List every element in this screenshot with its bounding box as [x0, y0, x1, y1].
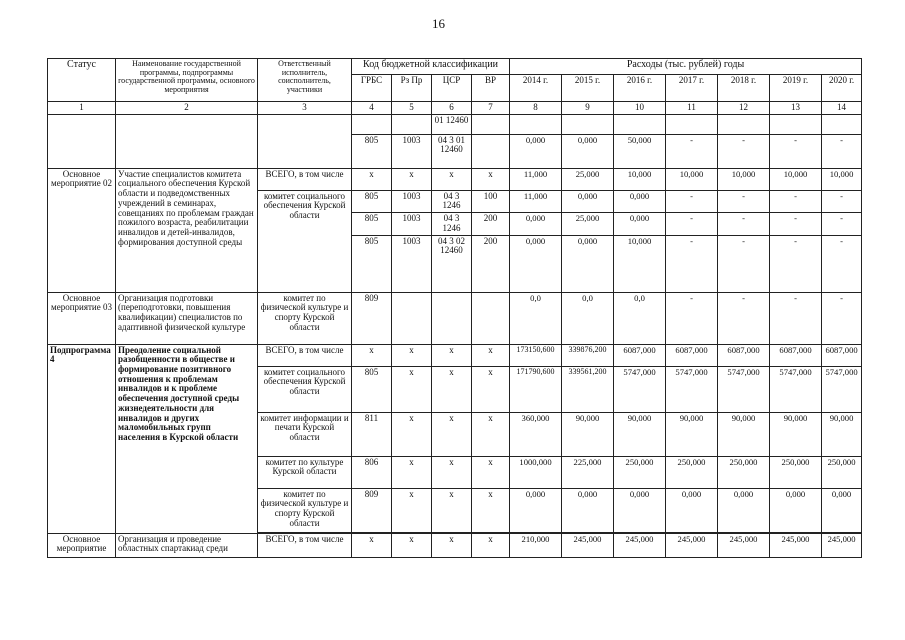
value-cell: 6087,000 — [718, 344, 770, 366]
value-cell: 250,000 — [718, 456, 770, 488]
rzpr-cell: x — [392, 412, 432, 456]
header-year-2014: 2014 г. — [510, 75, 562, 102]
value-cell: 210,000 — [510, 533, 562, 557]
value-cell: 225,000 — [562, 456, 614, 488]
col-number: 6 — [432, 102, 472, 115]
grbs-cell: 805 — [352, 190, 392, 212]
value-cell: 90,000 — [822, 412, 862, 456]
header-grbs: ГРБС — [352, 75, 392, 102]
value-cell: - — [666, 213, 718, 235]
value-cell — [562, 114, 614, 134]
grbs-cell: 809 — [352, 488, 392, 532]
value-cell: 245,000 — [822, 533, 862, 557]
value-cell: 0,000 — [822, 488, 862, 532]
executor-cell: комитет по культуре Курской области — [258, 456, 352, 488]
value-cell: 0,000 — [562, 235, 614, 292]
table-row — [48, 344, 862, 366]
rzpr-cell — [392, 114, 432, 134]
value-cell — [822, 114, 862, 134]
value-cell: - — [718, 292, 770, 344]
col-number: 13 — [770, 102, 822, 115]
value-cell: 0,000 — [614, 213, 666, 235]
value-cell: 173150,600 — [510, 344, 562, 366]
vr-cell: x — [472, 168, 510, 190]
value-cell: - — [770, 292, 822, 344]
grbs-cell: 805 — [352, 235, 392, 292]
grbs-cell: x — [352, 168, 392, 190]
status-cell: Основное мероприятие 02 — [48, 168, 116, 292]
rzpr-cell: 1003 — [392, 134, 432, 168]
value-cell: 10,000 — [614, 168, 666, 190]
value-cell: 50,000 — [614, 134, 666, 168]
table-row — [48, 114, 862, 134]
value-cell: 0,000 — [666, 488, 718, 532]
rzpr-cell: x — [392, 344, 432, 366]
page-number: 16 — [432, 16, 445, 31]
grbs-cell: 811 — [352, 412, 392, 456]
value-cell: 90,000 — [718, 412, 770, 456]
value-cell: 5747,000 — [770, 366, 822, 412]
rzpr-cell — [392, 292, 432, 344]
header-year-2019: 2019 г. — [770, 75, 822, 102]
value-cell: 6087,000 — [614, 344, 666, 366]
value-cell: 0,000 — [510, 134, 562, 168]
value-cell: 10,000 — [822, 168, 862, 190]
col-number: 14 — [822, 102, 862, 115]
col-number: 8 — [510, 102, 562, 115]
csr-cell: x — [432, 456, 472, 488]
col-number: 5 — [392, 102, 432, 115]
value-cell: - — [666, 235, 718, 292]
header-year-2020: 2020 г. — [822, 75, 862, 102]
name-cell: Организация подготовки (переподготовки, повышения квалификации) специалистов по адаптивной физической культуре — [116, 292, 258, 344]
vr-cell: x — [472, 412, 510, 456]
value-cell: 0,000 — [562, 488, 614, 532]
value-cell: 245,000 — [770, 533, 822, 557]
name-cell — [116, 114, 258, 168]
value-cell: - — [822, 190, 862, 212]
value-cell: - — [666, 292, 718, 344]
col-number: 10 — [614, 102, 666, 115]
header-name: Наименование государственной программы, подпрограммы государственной программы, основного мероприятия — [116, 59, 258, 102]
value-cell — [770, 114, 822, 134]
executor-cell — [258, 114, 352, 168]
grbs-cell: 805 — [352, 134, 392, 168]
header-year-2017: 2017 г. — [666, 75, 718, 102]
value-cell: 360,000 — [510, 412, 562, 456]
header-year-2016: 2016 г. — [614, 75, 666, 102]
value-cell: 90,000 — [614, 412, 666, 456]
value-cell: 10,000 — [770, 168, 822, 190]
column-numbers-row — [48, 102, 862, 115]
value-cell: 6087,000 — [822, 344, 862, 366]
table-row — [48, 168, 862, 190]
value-cell — [614, 114, 666, 134]
col-number: 12 — [718, 102, 770, 115]
header-rzpr: Рз Пр — [392, 75, 432, 102]
value-cell: - — [822, 235, 862, 292]
value-cell — [666, 114, 718, 134]
value-cell: 0,000 — [562, 134, 614, 168]
name-cell: Организация и проведение областных спартакиад среди — [116, 533, 258, 557]
name-cell: Преодоление социальной разобщенности в обществе и формирование позитивного отношения к проблемам инвалидов и к проблеме обеспечения доступной среды жизнедеятельности для инвалидов и других маломобильных групп населения в Курской области — [116, 344, 258, 533]
col-number: 11 — [666, 102, 718, 115]
value-cell: 245,000 — [666, 533, 718, 557]
value-cell: 10,000 — [614, 235, 666, 292]
value-cell: 245,000 — [614, 533, 666, 557]
value-cell: 0,000 — [614, 488, 666, 532]
col-number: 4 — [352, 102, 392, 115]
value-cell — [718, 114, 770, 134]
rzpr-cell: 1003 — [392, 235, 432, 292]
executor-cell: комитет по физической культуре и спорту Курской области — [258, 488, 352, 532]
executor-cell: комитет социального обеспечения Курской области — [258, 366, 352, 412]
vr-cell — [472, 134, 510, 168]
col-number: 7 — [472, 102, 510, 115]
vr-cell: 200 — [472, 213, 510, 235]
col-number: 2 — [116, 102, 258, 115]
value-cell: - — [718, 134, 770, 168]
header-year-2015: 2015 г. — [562, 75, 614, 102]
grbs-cell — [352, 114, 392, 134]
csr-cell: 01 12460 — [432, 114, 472, 134]
table-row — [48, 533, 862, 557]
value-cell: - — [770, 134, 822, 168]
value-cell: 10,000 — [666, 168, 718, 190]
value-cell: 250,000 — [614, 456, 666, 488]
csr-cell: x — [432, 412, 472, 456]
csr-cell: x — [432, 168, 472, 190]
status-cell: Основное мероприятие 03 — [48, 292, 116, 344]
header-year-2018: 2018 г. — [718, 75, 770, 102]
csr-cell: 04 3 02 12460 — [432, 235, 472, 292]
csr-cell — [432, 292, 472, 344]
value-cell: 0,000 — [510, 213, 562, 235]
vr-cell: x — [472, 456, 510, 488]
vr-cell: x — [472, 533, 510, 557]
value-cell: 0,000 — [510, 235, 562, 292]
value-cell: 0,000 — [718, 488, 770, 532]
value-cell: - — [822, 134, 862, 168]
csr-cell: 04 3 01 12460 — [432, 134, 472, 168]
value-cell: - — [822, 292, 862, 344]
value-cell: 6087,000 — [666, 344, 718, 366]
value-cell: 245,000 — [718, 533, 770, 557]
grbs-cell: x — [352, 344, 392, 366]
value-cell: - — [770, 190, 822, 212]
csr-cell: x — [432, 488, 472, 532]
value-cell: - — [666, 134, 718, 168]
csr-cell: 04 3 1246 — [432, 213, 472, 235]
executor-total-cell: ВСЕГО, в том числе — [258, 168, 352, 190]
col-number: 1 — [48, 102, 116, 115]
value-cell: 11,000 — [510, 168, 562, 190]
vr-cell: x — [472, 366, 510, 412]
status-cell — [48, 114, 116, 168]
vr-cell: 100 — [472, 190, 510, 212]
col-number: 3 — [258, 102, 352, 115]
grbs-cell: 806 — [352, 456, 392, 488]
rzpr-cell: 1003 — [392, 213, 432, 235]
value-cell: 11,000 — [510, 190, 562, 212]
header-vr: ВР — [472, 75, 510, 102]
value-cell: - — [718, 235, 770, 292]
value-cell: 90,000 — [770, 412, 822, 456]
value-cell: 0,000 — [562, 190, 614, 212]
value-cell: 0,000 — [770, 488, 822, 532]
value-cell: 171790,600 — [510, 366, 562, 412]
rzpr-cell: x — [392, 168, 432, 190]
value-cell: 250,000 — [822, 456, 862, 488]
value-cell: 6087,000 — [770, 344, 822, 366]
executor-total-cell: ВСЕГО, в том числе — [258, 344, 352, 366]
value-cell — [510, 114, 562, 134]
value-cell: 90,000 — [666, 412, 718, 456]
executor-cell: комитет социального обеспечения Курской области — [258, 190, 352, 292]
value-cell: - — [718, 213, 770, 235]
value-cell: 0,0 — [510, 292, 562, 344]
csr-cell: x — [432, 533, 472, 557]
value-cell: 0,000 — [614, 190, 666, 212]
value-cell: 250,000 — [666, 456, 718, 488]
header-code-group: Код бюджетной классификации — [352, 59, 510, 75]
rzpr-cell: x — [392, 488, 432, 532]
value-cell: 0,0 — [562, 292, 614, 344]
vr-cell — [472, 292, 510, 344]
vr-cell: x — [472, 344, 510, 366]
table-row — [48, 292, 862, 344]
csr-cell: x — [432, 344, 472, 366]
grbs-cell: 805 — [352, 213, 392, 235]
status-cell: Подпрограмма 4 — [48, 344, 116, 533]
value-cell: 339561,200 — [562, 366, 614, 412]
grbs-cell: x — [352, 533, 392, 557]
value-cell: 0,000 — [510, 488, 562, 532]
vr-cell: 200 — [472, 235, 510, 292]
header-status: Статус — [48, 59, 116, 102]
executor-total-cell: ВСЕГО, в том числе — [258, 533, 352, 557]
budget-table — [47, 58, 862, 558]
value-cell: 5747,000 — [718, 366, 770, 412]
executor-cell: комитет информации и печати Курской области — [258, 412, 352, 456]
grbs-cell: 809 — [352, 292, 392, 344]
csr-cell: x — [432, 366, 472, 412]
status-cell: Основное мероприятие — [48, 533, 116, 557]
value-cell: 25,000 — [562, 213, 614, 235]
grbs-cell: 805 — [352, 366, 392, 412]
header-executor: Ответственный исполнитель, соисполнитель, участники — [258, 59, 352, 102]
name-cell: Участие специалистов комитета социального обеспечения Курской области и подведомственных учреждений в семинарах, совещаниях по проблемам граждан пожилого возраста, реабилитации инвалидов и детей-инвалидов, формирования доступной среды — [116, 168, 258, 292]
value-cell: 250,000 — [770, 456, 822, 488]
value-cell: 1000,000 — [510, 456, 562, 488]
rzpr-cell: x — [392, 366, 432, 412]
value-cell: 90,000 — [562, 412, 614, 456]
header-expense-group: Расходы (тыс. рублей) годы — [510, 59, 862, 75]
value-cell: 245,000 — [562, 533, 614, 557]
value-cell: 5747,000 — [614, 366, 666, 412]
header-csr: ЦСР — [432, 75, 472, 102]
value-cell: - — [822, 213, 862, 235]
value-cell: - — [718, 190, 770, 212]
value-cell: 0,0 — [614, 292, 666, 344]
rzpr-cell: x — [392, 456, 432, 488]
vr-cell — [472, 114, 510, 134]
value-cell: 339876,200 — [562, 344, 614, 366]
csr-cell: 04 3 1246 — [432, 190, 472, 212]
value-cell: 5747,000 — [822, 366, 862, 412]
rzpr-cell: x — [392, 533, 432, 557]
executor-cell: комитет по физической культуре и спорту Курской области — [258, 292, 352, 344]
value-cell: - — [666, 190, 718, 212]
value-cell: - — [770, 235, 822, 292]
rzpr-cell: 1003 — [392, 190, 432, 212]
col-number: 9 — [562, 102, 614, 115]
value-cell: 5747,000 — [666, 366, 718, 412]
value-cell: 10,000 — [718, 168, 770, 190]
vr-cell: x — [472, 488, 510, 532]
value-cell: - — [770, 213, 822, 235]
value-cell: 25,000 — [562, 168, 614, 190]
